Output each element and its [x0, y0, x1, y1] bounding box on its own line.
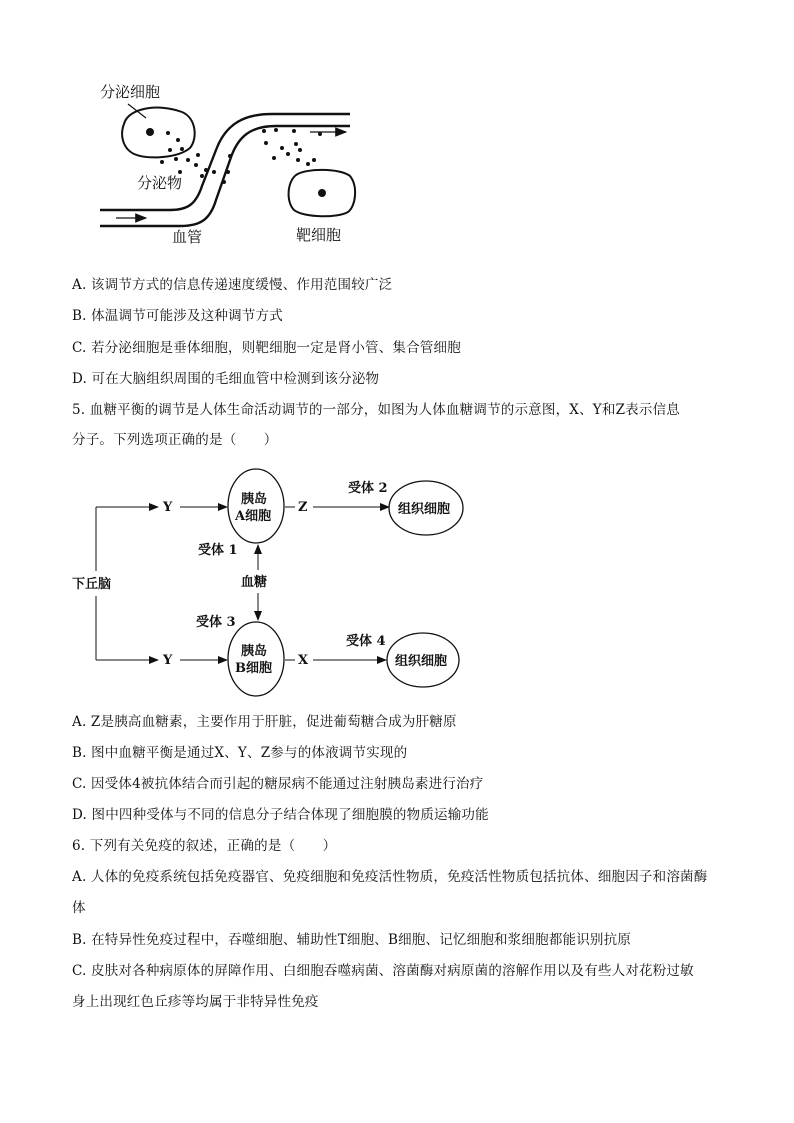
q5-option-b: B. 图中血糖平衡是通过X、Y、Z参与的体液调节实现的 [72, 745, 408, 761]
q4-option-d: D. 可在大脑组织周围的毛细血管中检测到该分泌物 [72, 371, 380, 387]
islet-b-line1: 胰岛 [241, 644, 268, 659]
islet-a-line1: 胰岛 [241, 492, 268, 507]
q5-option-d: D. 图中四种受体与不同的信息分子结合体现了细胞膜的物质运输功能 [72, 807, 489, 823]
q6-option-b: B. 在特异性免疫过程中，吞噬细胞、辅助性T细胞、B细胞、记忆细胞和浆细胞都能识别抗原 [72, 932, 632, 948]
q6-option-a-line2: 体 [72, 900, 86, 916]
x-label: X [298, 653, 309, 668]
secreting-cell-label: 分泌细胞 [100, 83, 161, 101]
y-label-bottom: Y [163, 653, 173, 668]
q6-option-a-line1: A. 人体的免疫系统包括免疫器官、免疫细胞和免疫活性物质，免疫活性物质包括抗体、细胞因子和溶菌酶 [72, 869, 708, 885]
vessel-wall-inner [100, 114, 350, 210]
secretion-label: 分泌物 [137, 174, 183, 192]
glucose-regulation-diagram [0, 460, 794, 700]
receptor4-label: 受体 4 [346, 634, 386, 649]
q4-option-c: C. 若分泌细胞是垂体细胞，则靶细胞一定是肾小管、集合管细胞 [72, 340, 461, 356]
blood-vessel-label: 血管 [172, 228, 203, 246]
target-nucleus [318, 189, 326, 197]
nucleus [146, 128, 154, 136]
secreting-cell [122, 108, 195, 158]
q5-option-a: A. Z是胰高血糖素，主要作用于肝脏，促进葡萄糖合成为肝糖原 [72, 714, 457, 730]
z-label: Z [298, 500, 308, 515]
q6-stem: 6. 下列有关免疫的叙述，正确的是（ ） [72, 838, 337, 854]
y-label-top: Y [163, 500, 173, 515]
q6-option-c-line2: 身上出现红色丘疹等均属于非特异性免疫 [72, 994, 319, 1010]
receptor3-label: 受体 3 [196, 615, 236, 630]
islet-b-cell [228, 622, 284, 696]
q6-option-c-line1: C. 皮肤对各种病原体的屏障作用、白细胞吞噬病菌、溶菌酶对病原菌的溶解作用以及有些人对花粉过敏 [72, 963, 694, 979]
q5-stem-line2: 分子。下列选项正确的是（ ） [72, 432, 278, 448]
receptor2-label: 受体 2 [348, 481, 388, 496]
receptor1-label: 受体 1 [198, 543, 238, 558]
tissue-cell-top-label: 组织细胞 [398, 502, 451, 517]
hypothalamus-label: 下丘脑 [72, 577, 112, 592]
q4-option-b: B. 体温调节可能涉及这种调节方式 [72, 308, 283, 324]
q4-option-a: A. 该调节方式的信息传递速度缓慢、作用范围较广泛 [72, 277, 393, 293]
secretion-diagram [0, 0, 794, 260]
q5-option-c: C. 因受体4被抗体结合而引起的糖尿病不能通过注射胰岛素进行治疗 [72, 776, 484, 792]
secretion-dots [160, 128, 322, 184]
islet-b-line2: B细胞 [235, 661, 272, 676]
islet-a-line2: A细胞 [235, 509, 272, 524]
blood-glucose-label: 血糖 [241, 575, 268, 590]
q5-stem-line1: 5. 血糖平衡的调节是人体生命活动调节的一部分，如图为人体血糖调节的示意图，X、Y和Z表示信息 [72, 402, 680, 418]
tissue-cell-bottom-label: 组织细胞 [395, 654, 448, 669]
target-cell-label: 靶细胞 [296, 226, 342, 244]
